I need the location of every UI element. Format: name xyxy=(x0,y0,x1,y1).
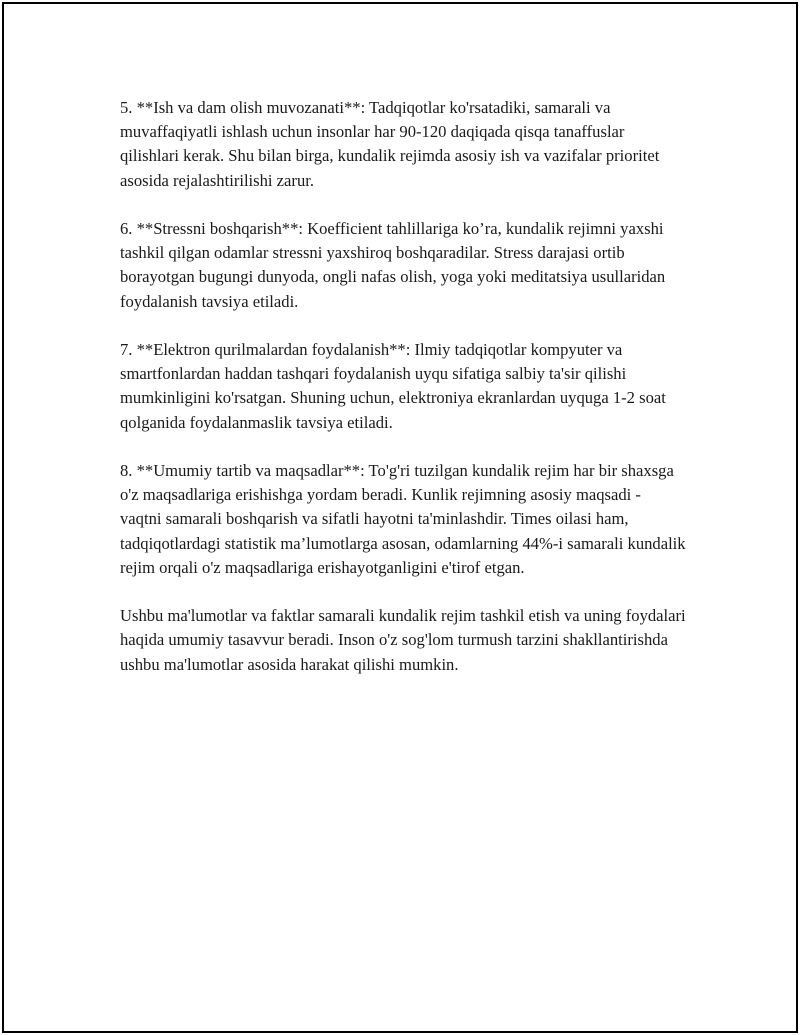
document-body xyxy=(120,96,686,701)
document-page xyxy=(2,2,798,1033)
paragraph-electronic-devices: 7. **Elektron qurilmalardan foydalanish**: Ilmiy tadqiqotlar kompyuter va smartfonlardan haddan tashqari foydalanish uyqu sifatiga salbiy ta'sir qilishi mumkinligini ko'rsatgan. Shuning uchun, elektroniya ekranlardan uyquga 1-2 soat qolganida foydalanmaslik tavsiya etiladi. xyxy=(120,340,666,432)
paragraph-general-routine-goals: 8. **Umumiy tartib va maqsadlar**: To'g'ri tuzilgan kundalik rejim har bir shaxsga o'z maqsadlariga erishishga yordam beradi. Kunlik rejimning asosiy maqsadi - vaqtni samarali boshqarish va sifatli hayotni ta'minlashdir. Times oilasi ham, tadqiqotlardagi statistik ma’lumotlarga asosan, odamlarning 44%-i samarali kundalik rejim orqali o'z maqsadlariga erishayotganligini e'tirof etgan. xyxy=(120,461,686,577)
paragraph-conclusion: Ushbu ma'lumotlar va faktlar samarali kundalik rejim tashkil etish va uning foydalari haqida umumiy tasavvur beradi. Inson o'z sog'lom turmush tarzini shakllantirishda ushbu ma'lumotlar asosida harakat qilishi mumkin. xyxy=(120,606,686,674)
paragraph-work-rest-balance: 5. **Ish va dam olish muvozanati**: Tadqiqotlar ko'rsatadiki, samarali va muvaffaqiyatli ishlash uchun insonlar har 90-120 daqiqada qisqa tanaffuslar qilishlari kerak. Shu bilan birga, kundalik rejimda asosiy ish va vazifalar prioritet asosida rejalashtirilishi zarur. xyxy=(120,98,660,190)
paragraph-stress-management: 6. **Stressni boshqarish**: Koefficient tahlillariga ko’ra, kundalik rejimni yaxshi tashkil qilgan odamlar stressni yaxshiroq boshqaradilar. Stress darajasi ortib borayotgan bugungi dunyoda, ongli nafas olish, yoga yoki meditatsiya usullaridan foydalanish tavsiya etiladi. xyxy=(120,219,666,311)
